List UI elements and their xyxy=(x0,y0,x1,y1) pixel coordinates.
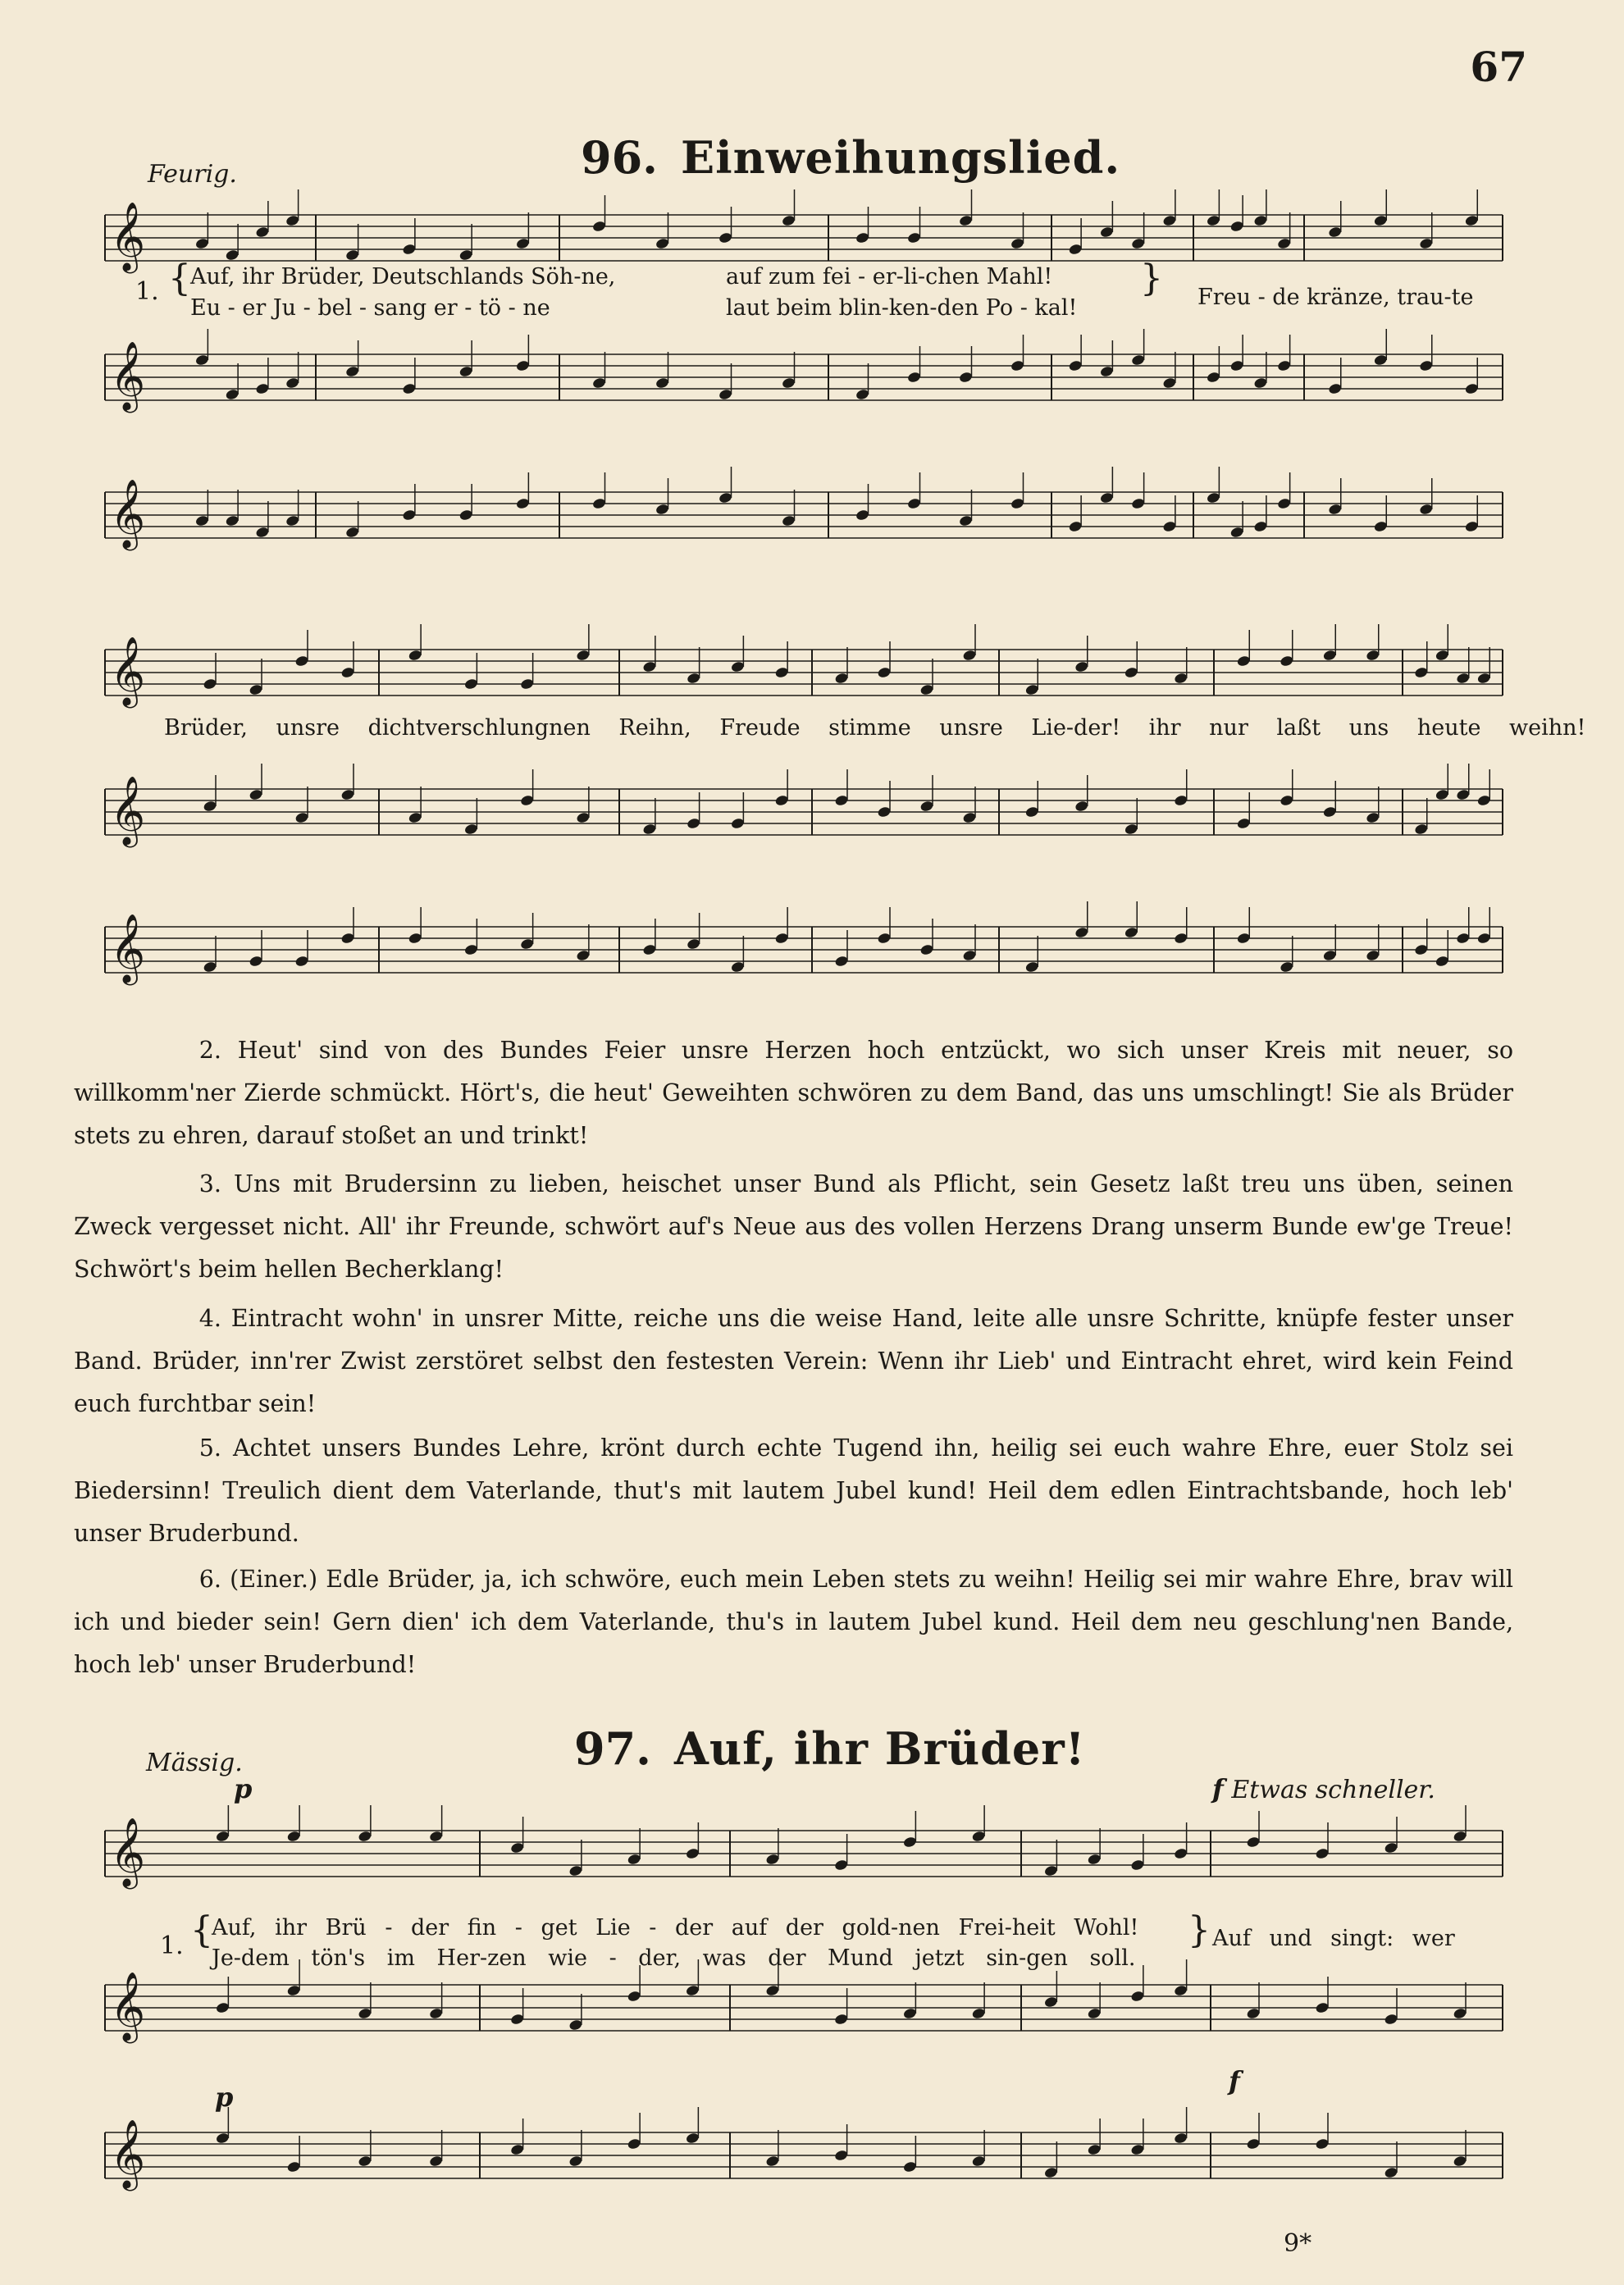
sys97-1-clef-0: 𝄞 xyxy=(110,1817,146,1887)
lyric-96-b2: laut beim blin-ken-den Po - kal! xyxy=(726,295,1078,321)
song-number-97: 97. xyxy=(574,1722,651,1775)
lyric-96-b1: Eu - er Ju - bel - sang er - tö - ne xyxy=(190,295,550,321)
song-title-text-96: Einweihungslied. xyxy=(680,131,1121,184)
verse-number-96: 1. xyxy=(135,277,159,306)
sys96-2p-clef-0: 𝄞 xyxy=(110,775,146,846)
lyric-96-c: Freu - de kränze, trau-te xyxy=(1197,285,1474,310)
sys96-2-clef-0: 𝄞 xyxy=(110,636,146,706)
verse-5-number: 5. xyxy=(198,1434,221,1462)
sys97-1b-clef-0: 𝄞 xyxy=(110,2119,146,2189)
tempo-etwas-schneller: Etwas schneller. xyxy=(1231,1776,1435,1804)
sys96-1b-clef-0: 𝄞 xyxy=(110,478,146,549)
song-number-96: 96. xyxy=(581,131,658,184)
brace-right: } xyxy=(1140,258,1163,299)
verse-3-text: Uns mit Brudersinn zu lieben, heischet unser Bund als Pflicht, sein Gesetz laßt treu uns üben, seinen Zweck vergesset nicht. All' ihr Freunde, schwört auf's Neue aus des vollen Herzens Drang unserm Bunde ew'ge Treue! Schwört's beim hellen Becherklang! xyxy=(74,1170,1513,1283)
sys96-1-clef-0: 𝄞 xyxy=(110,201,146,271)
verse-4-number: 4. xyxy=(198,1305,221,1332)
tempo-marking-97: Mässig. xyxy=(146,1749,243,1777)
verse-5 xyxy=(74,1427,1513,1555)
tempo-marking-96: Feurig. xyxy=(148,160,237,189)
verse-4-text: Eintracht wohn' in unsrer Mitte, reiche uns die weise Hand, leite alle unsre Schritte, knüpfe fester unser Band. Brüder, inn'rer Zwist zerstöret selbst den festesten Verein: Wenn ihr Lieb' und Eintracht ehret, wird kein Feind euch furchtbar sein! xyxy=(74,1305,1513,1417)
verse-2-number: 2. xyxy=(198,1037,221,1064)
lyric-97-a1: Auf, ihr Brü - der fin - get Lie - der auf der gold-nen Frei-heit Wohl! xyxy=(212,1915,1139,1941)
song-title-text-97: Auf, ihr Brüder! xyxy=(673,1722,1086,1775)
sys96-1p-clef-0: 𝄞 xyxy=(110,340,146,411)
lyric-97-c: Auf und singt: wer xyxy=(1212,1926,1455,1951)
tempo-marking-97b xyxy=(1212,1773,1435,1804)
verse-6-number: 6. xyxy=(198,1566,221,1593)
verse-5-text: Achtet unsers Bundes Lehre, krönt durch echte Tugend ihn, heilig sei euch wahre Ehre, euer Stolz sei Biedersinn! Treulich dient dem Vaterlande, thut's mit lautem Jubel kund! Heil dem edlen Eintrachtsbande, hoch leb' unser Bruderbund. xyxy=(74,1434,1514,1547)
dynamic-p-top: p xyxy=(234,1773,253,1804)
song-title-97 xyxy=(574,1722,1085,1775)
brace-left: { xyxy=(168,258,191,299)
sys97-1p-clef-0: 𝄞 xyxy=(110,1971,146,2041)
verse-3-number: 3. xyxy=(198,1170,221,1197)
brace-right-97: } xyxy=(1188,1909,1211,1951)
brace-left-97: { xyxy=(190,1909,213,1951)
lyric-96-a1: Auf, ihr Brüder, Deutschlands Söh-ne, xyxy=(190,264,616,290)
verse-2 xyxy=(74,1029,1513,1157)
page-number: 67 xyxy=(1470,43,1527,91)
lyric-96-line2: Brüder, unsre dichtverschlungnen Reihn, Freude stimme unsre Lie-der! ihr nur laßt uns heute weihn! xyxy=(164,715,1586,741)
lyric-97-b1: Je-dem tön's im Her-zen wie - der, was der Mund jetzt sin-gen soll. xyxy=(212,1945,1136,1971)
dynamic-f-top: f xyxy=(1212,1773,1224,1804)
dynamic-f-piano: f xyxy=(1229,2065,1240,2096)
signature-mark: 9* xyxy=(1284,2229,1312,2258)
verse-6 xyxy=(74,1558,1513,1686)
dynamic-p-piano: p xyxy=(215,2082,234,2113)
verse-number-97: 1. xyxy=(160,1932,184,1960)
verse-4 xyxy=(74,1298,1513,1425)
sys96-2b-clef-0: 𝄞 xyxy=(110,913,146,983)
verse-3 xyxy=(74,1163,1513,1291)
lyric-96-a2: auf zum fei - er-li-chen Mahl! xyxy=(726,264,1053,290)
verse-6-text: (Einer.) Edle Brüder, ja, ich schwöre, euch mein Leben stets zu weihn! Heilig sei mir wahre Ehre, brav will ich und bieder sein! Gern dien' ich dem Vaterlande, thu's in lautem Jubel kund. Heil dem neu geschlung'nen Bande, hoch leb' unser Bruderbund! xyxy=(74,1566,1514,1678)
verse-2-text: Heut' sind von des Bundes Feier unsre Herzen hoch entzückt, wo sich unser Kreis mit neuer, so willkomm'ner Zierde schmückt. Hört's, die heut' Geweihten schwören zu dem Band, das uns umschlingt! Sie als Brüder stets zu ehren, darauf stoßet an und trinkt! xyxy=(74,1037,1514,1149)
